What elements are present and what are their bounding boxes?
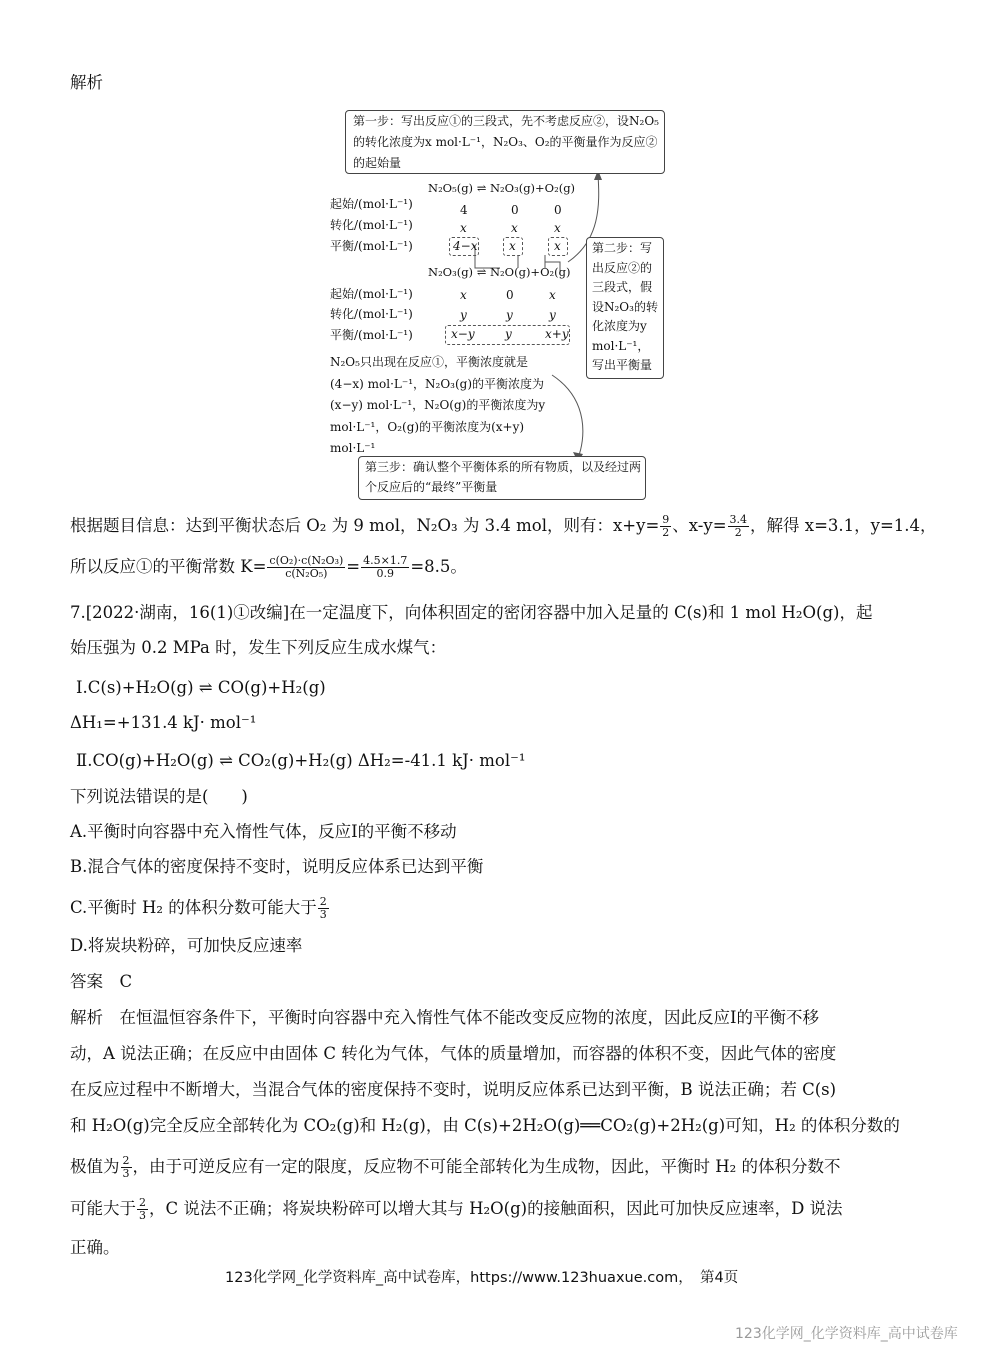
result-text-c: ，解得 x=3.1，y=1.4， <box>750 516 937 535</box>
page-footer: 123化学网_化学资料库_高中试卷库，https://www.123huaxue.com， 第4页 <box>225 1270 739 1286</box>
r2-start-b: 0 <box>506 288 514 302</box>
r2-change-b: y <box>506 308 513 322</box>
r2-change-c: y <box>549 308 556 322</box>
reaction2: N₂O₃(g) ⇌ N₂O(g)+O₂(g) <box>428 265 571 279</box>
r1-start-b: 0 <box>511 203 519 217</box>
q7-stem-line-2: 始压强为 0.2 MPa 时，发生下列反应生成水煤气： <box>70 638 447 657</box>
option-b: B.混合气体的密度保持不变时，说明反应体系已达到平衡 <box>70 857 484 876</box>
r1-label-change: 转化/(mol·L⁻¹) <box>330 218 413 232</box>
q7-dh1: ΔH₁=+131.4 kJ· mol⁻¹ <box>70 713 257 732</box>
r1-change-b: x <box>511 221 518 235</box>
result-text-b: 、x-y= <box>672 516 727 535</box>
r1-start-a: 4 <box>460 203 468 217</box>
watermark: 123化学网_化学资料库_高中试卷库 <box>735 1326 958 1342</box>
r2-change-a: y <box>460 308 467 322</box>
r1-label-start: 起始/(mol·L⁻¹) <box>330 197 413 211</box>
note-text: N₂O₅只出现在反应①，平衡浓度就是(4−x) mol·L⁻¹，N₂O₃(g)的平衡浓度为(x−y) mol·L⁻¹，N₂O(g)的平衡浓度为y mol·L⁻¹，O₂(g)的平衡浓度为(x+y) mol·L⁻¹ <box>330 355 546 455</box>
step2-box <box>586 237 664 379</box>
result-line-1 <box>70 514 937 539</box>
r2-equil-b: y <box>505 327 512 341</box>
r2-equil-c: x+y <box>545 327 569 341</box>
k-expression-fraction: $\frac{\text{c(O₂)·c(N₂O₃)}}{\text{c(N₂O₅)}}$ <box>269 554 344 580</box>
option-a: A.平衡时向容器中充入惰性气体，反应Ⅰ的平衡不移动 <box>70 822 457 841</box>
option-c-fraction: $\frac{2}{3}$ <box>319 895 327 921</box>
k-equals: = <box>346 557 361 576</box>
r1-start-c: 0 <box>554 203 562 217</box>
analysis-line-5 <box>70 1155 841 1180</box>
analysis-heading: 解析 <box>70 73 103 92</box>
k-text-a: 所以反应①的平衡常数 K= <box>70 557 267 576</box>
q7-prompt: 下列说法错误的是( ) <box>70 787 248 806</box>
analysis-line-5-b: ，由于可逆反应有一定的限度，反应物不可能全部转化为生成物，因此，平衡时 H₂ 的体积分数不 <box>132 1157 841 1176</box>
analysis-line-2: 动，A 说法正确；在反应中由固体 C 转化为气体，气体的质量增加，而容器的体积不变，因此气体的密度 <box>70 1044 837 1063</box>
result-text-a: 根据题目信息：达到平衡状态后 O₂ 为 9 mol，N₂O₃ 为 3.4 mol，则有：x+y= <box>70 516 660 535</box>
analysis-line-6-a: 可能大于 <box>70 1199 136 1218</box>
analysis-line-7: 正确。 <box>70 1238 120 1257</box>
step1-box <box>345 110 665 174</box>
result-line-2 <box>70 555 467 580</box>
step3-box <box>358 456 646 500</box>
fraction-9-2: $\frac{9}{2}$ <box>662 513 670 539</box>
option-d: D.将炭块粉碎，可加快反应速率 <box>70 936 303 955</box>
r2-label-change: 转化/(mol·L⁻¹) <box>330 307 413 321</box>
k-value-fraction: $\frac{4.5\times 1.7}{0.9}$ <box>363 554 408 580</box>
r2-label-start: 起始/(mol·L⁻¹) <box>330 287 413 301</box>
analysis-line-6 <box>70 1197 843 1222</box>
q7-reaction-1: Ⅰ.C(s)+H₂O(g) ⇌ CO(g)+H₂(g) <box>76 678 326 697</box>
analysis-line-4: 和 H₂O(g)完全反应全部转化为 CO₂(g)和 H₂(g)，由 C(s)+2H₂O(g)══CO₂(g)+2H₂(g)可知，H₂ 的体积分数的 <box>70 1116 900 1135</box>
r1-label-equil: 平衡/(mol·L⁻¹) <box>330 239 413 253</box>
r1-change-a: x <box>460 221 467 235</box>
analysis-line-1: 解析 在恒温恒容条件下，平衡时向容器中充入惰性气体不能改变反应物的浓度，因此反应Ⅰ的平衡不移 <box>70 1008 820 1027</box>
analysis-line-6-b: ，C 说法不正确；将炭块粉碎可以增大其与 H₂O(g)的接触面积，因此可加快反应速率，D 说法 <box>149 1199 843 1218</box>
option-c-text: C.平衡时 H₂ 的体积分数可能大于 <box>70 898 317 917</box>
option-c <box>70 896 330 921</box>
k-text-b: =8.5。 <box>410 557 467 576</box>
answer: 答案 C <box>70 972 133 991</box>
step2-text: 第二步：写出反应②的三段式，假设N₂O₃的转化浓度为y mol·L⁻¹，写出平衡量 <box>592 241 658 372</box>
step3-text: 第三步：确认整个平衡体系的所有物质，以及经过两个反应后的“最终”平衡量 <box>365 460 642 494</box>
analysis-fraction-2: $\frac{2}{3}$ <box>139 1196 146 1222</box>
r2-equil-a: x−y <box>451 327 475 341</box>
step1-text: 第一步：写出反应①的三段式，先不考虑反应②，设N₂O₅的转化浓度为x mol·L⁻¹，N₂O₃、O₂的平衡量作为反应②的起始量 <box>353 114 659 170</box>
r2-start-a: x <box>460 288 467 302</box>
q7-stem-line-1: 7.[2022·湖南，16(1)①改编]在一定温度下，向体积固定的密闭容器中加入足量的 C(s)和 1 mol H₂O(g)，起 <box>70 603 873 622</box>
fraction-3-4-2: $\frac{3.4}{2}$ <box>729 513 748 539</box>
r1-equil-c: x <box>554 239 561 253</box>
analysis-line-3: 在反应过程中不断增大，当混合气体的密度保持不变时，说明反应体系已达到平衡，B 说法正确；若 C(s) <box>70 1080 837 1099</box>
r2-start-c: x <box>549 288 556 302</box>
analysis-fraction-1: $\frac{2}{3}$ <box>122 1154 130 1180</box>
q7-reaction-2: Ⅱ.CO(g)+H₂O(g) ⇌ CO₂(g)+H₂(g) ΔH₂=-41.1 kJ· mol⁻¹ <box>76 751 526 770</box>
analysis-line-5-a: 极值为 <box>70 1157 120 1176</box>
r1-change-c: x <box>554 221 561 235</box>
r2-label-equil: 平衡/(mol·L⁻¹) <box>330 328 413 342</box>
r1-equil-a: 4−x <box>453 239 478 253</box>
reaction1: N₂O₅(g) ⇌ N₂O₃(g)+O₂(g) <box>428 181 576 195</box>
r1-equil-b: x <box>509 239 516 253</box>
